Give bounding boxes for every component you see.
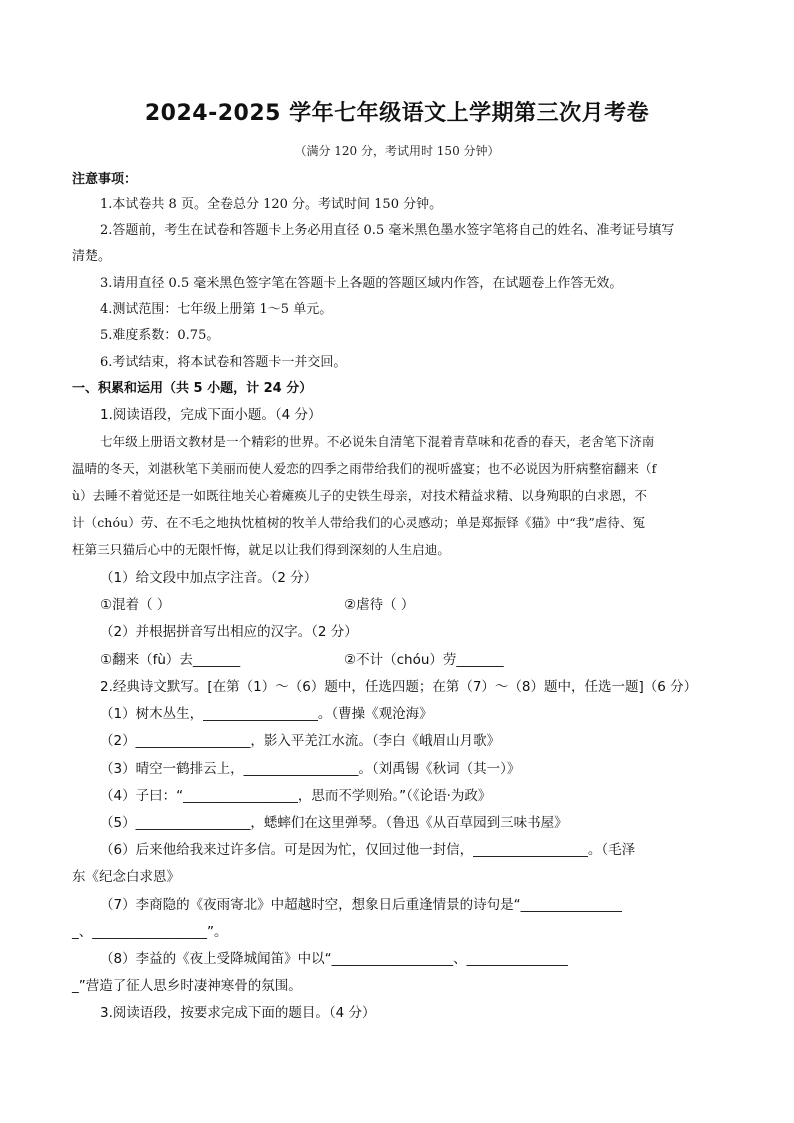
hanzi-blank-2[interactable]: ②不计（chóu）劳_______ <box>344 652 504 668</box>
pinyin-blank-1[interactable]: ①混着（ ） <box>100 597 171 613</box>
notice-item: 2.答题前，考生在试卷和答题卡上务必用直径 0.5 毫米黑色墨水签字笔将自己的姓名、准考证号填写 <box>100 223 675 238</box>
hanzi-blank-1[interactable]: ①翻来（fù）去_______ <box>100 652 241 668</box>
notice-heading: 注意事项： <box>72 172 138 187</box>
passage-line: 温晴的冬天，刘湛秋笔下美丽而使人爱恋的四季之雨带给我们的视听盛宴；也不必说因为肝病整宿翻来（f <box>72 461 657 476</box>
recitation-line[interactable]: （4）子曰：“_________________，思而不学则殆。”（《论语·为政》 <box>100 788 492 804</box>
passage-line: 七年级上册语文教材是一个精彩的世界。不必说朱自清笔下混着青草味和花香的春天，老舍笔下济南 <box>100 434 655 449</box>
recitation-line-continued[interactable]: _”营造了征人思乡时凄神寒骨的氛围。 <box>72 978 302 994</box>
recitation-line[interactable]: （7）李商隐的《夜雨寄北》中超越时空，想象日后重逢情景的诗句是“_______________ <box>100 897 622 913</box>
question-1-prompt: 1.阅读语段，完成下面小题。（4 分） <box>100 407 322 423</box>
passage-line: ù）去睡不着觉还是一如既往地关心着瘫痪儿子的史铁生母亲，对技术精益求精、以身殉职的白求恩，不 <box>72 488 648 503</box>
passage-line: 枉第三只猫后心中的无限忏悔，就足以让我们得到深刻的人生启迪。 <box>72 542 451 557</box>
recitation-line-continued: 东《纪念白求恩》 <box>72 869 180 885</box>
subquestion-2: （2）并根据拼音写出相应的汉字。（2 分） <box>100 624 358 640</box>
recitation-line[interactable]: （3）晴空一鹤排云上，_________________。（刘禹锡《秋词（其一）》 <box>100 761 521 777</box>
passage-line: 计（chóu）劳、在不毛之地执忱植树的牧羊人带给我们的心灵感动；单是郑振铎《猫》中“我”虐待、冤 <box>72 515 646 530</box>
recitation-line[interactable]: （1）树木丛生，_________________。（曹操《观沧海》 <box>100 706 433 722</box>
page-subtitle: （满分 120 分，考试用时 150 分钟） <box>294 144 500 158</box>
notice-item: 6.考试结束，将本试卷和答题卡一并交回。 <box>100 355 347 370</box>
recitation-line[interactable]: （5）_________________，蟋蟀们在这里弹琴。（鲁迅《从百草园到三味书屋》 <box>100 815 568 831</box>
pinyin-blank-2[interactable]: ②虐待（ ） <box>344 597 415 613</box>
question-3-prompt: 3.阅读语段，按要求完成下面的题目。（4 分） <box>100 1005 376 1021</box>
notice-item: 5.难度系数：0.75。 <box>100 328 220 343</box>
recitation-line[interactable]: （8）李益的《夜上受降城闻笛》中以“__________________、_______________ <box>100 951 568 967</box>
recitation-line[interactable]: （6）后来他给我来过许多信。可是因为忙，仅回过他一封信，_________________。（毛泽 <box>100 842 636 858</box>
section-heading: 一、积累和运用（共 5 小题，计 24 分） <box>72 381 313 396</box>
notice-item: 1.本试卷共 8 页。全卷总分 120 分。考试时间 150 分钟。 <box>100 197 443 212</box>
notice-item: 3.请用直径 0.5 毫米黑色签字笔在答题卡上各题的答题区域内作答，在试题卷上作答无效。 <box>100 276 623 291</box>
subquestion-1: （1）给文段中加点字注音。（2 分） <box>100 570 318 586</box>
recitation-line-continued[interactable]: _、_________________”。 <box>72 924 228 940</box>
page-title: 2024-2025 学年七年级语文上学期第三次月考卷 <box>144 101 650 126</box>
notice-item: 4.测试范围：七年级上册第 1～5 单元。 <box>100 302 333 317</box>
recitation-line[interactable]: （2）_________________，影入平羌江水流。（李白《峨眉山月歌》 <box>100 733 501 749</box>
question-2-prompt: 2.经典诗文默写。[在第（1）～（6）题中，任选四题；在第（7）～（8）题中，任选一题]（6 分） <box>100 679 698 695</box>
notice-item-continued: 清楚。 <box>72 249 112 264</box>
